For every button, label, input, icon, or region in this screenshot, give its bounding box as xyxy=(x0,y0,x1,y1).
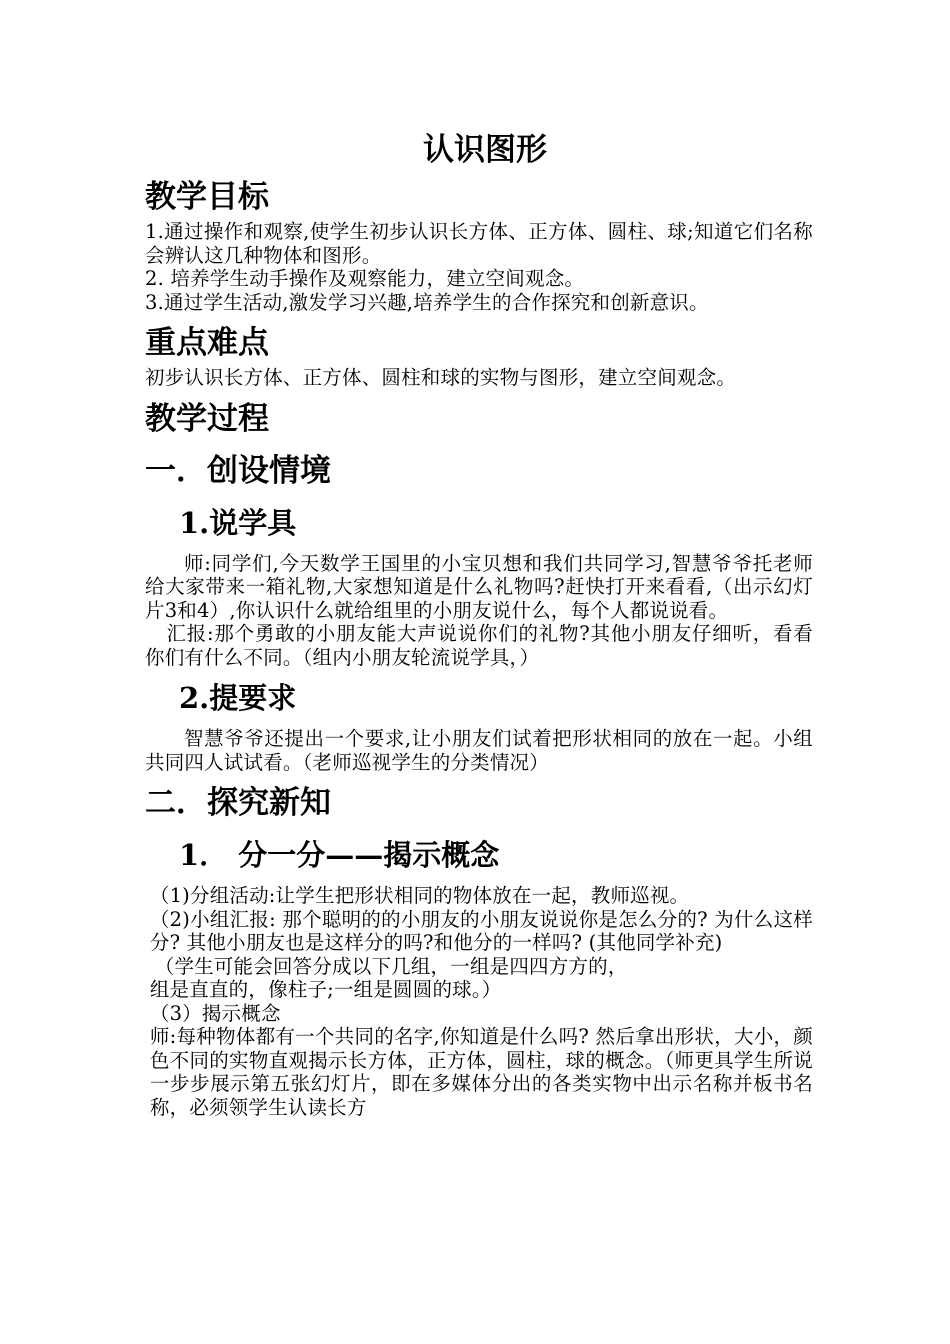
part2-item-1: （1)分组活动:让学生把形状相同的物体放在一起，教师巡视。 xyxy=(149,884,690,907)
step1-paragraph-1: 师:同学们,今天数学王国里的小宝贝想和我们共同学习,智慧爷爷托老师给大家带来一箱礼物,大家想知道是什么礼物吗?赶快打开来看看,（出示幻灯片3和4）,你认识什么就给组里的小朋友说什么，每个人都说说看。 xyxy=(145,551,813,622)
goal-item-1: 1.通过操作和观察,使学生初步认识长方体、正方体、圆柱、球;知道它们名称会辨认这几种物体和图形。 xyxy=(145,220,813,267)
goal-item-3: 3.通过学生活动,激发学习兴趣,培养学生的合作探究和创新意识。 xyxy=(145,290,709,314)
part2-item-2-note-1: （学生可能会回答分成以下几组，一组是四四方方的， xyxy=(154,954,628,978)
part2-item-3-text: 师:每种物体都有一个共同的名字,你知道是什么吗? 然后拿出形状，大小，颜色不同的实物直观揭示长方体，正方体，圆柱，球的概念。（师更具学生所说一步步展示第五张幻灯片，即在多媒体分出的各类实物中出示名称并板书名称，必须领学生认读长方 xyxy=(149,1025,813,1119)
step2-paragraph-1: 智慧爷爷还提出一个要求,让小朋友们试着把形状相同的放在一起。小组共同四人试试看。（老师巡视学生的分类情况） xyxy=(145,727,813,774)
key-points-heading: 重点难点 xyxy=(145,325,269,361)
part2-item-2-note-2: 组是直直的，像柱子;一组是圆圆的球。） xyxy=(149,978,502,1001)
process-heading: 教学过程 xyxy=(145,400,269,437)
part2-step1-heading: 1． 分一分——揭示概念 xyxy=(179,838,500,872)
step2-heading: 2.提要求 xyxy=(179,681,297,715)
key-points-text: 初步认识长方体、正方体、圆柱和球的实物与图形，建立空间观念。 xyxy=(145,366,737,389)
part2-item-3: （3）揭示概念 xyxy=(149,1001,281,1025)
goals-heading: 教学目标 xyxy=(145,179,269,215)
document-title: 认识图形 xyxy=(423,132,547,168)
step1-paragraph-2: 汇报:那个勇敢的小朋友能大声说说你们的礼物?其他小朋友仔细听，看看你们有什么不同。（组内小朋友轮流说学具，） xyxy=(145,622,813,669)
goal-item-2: 2. 培养学生动手操作及观察能力，建立空间观念。 xyxy=(145,267,585,290)
part2-item-2: （2)小组汇报: 那个聪明的的小朋友的小朋友说说你是怎么分的? 为什么这样分? 其他小朋友也是这样分的吗?和他分的一样吗? (其他同学补充) xyxy=(149,907,813,954)
part1-heading: 一．创设情境 xyxy=(145,452,331,489)
step1-heading: 1.说学具 xyxy=(179,505,297,540)
document-page xyxy=(145,126,813,1119)
part2-heading: 二．探究新知 xyxy=(145,785,331,821)
